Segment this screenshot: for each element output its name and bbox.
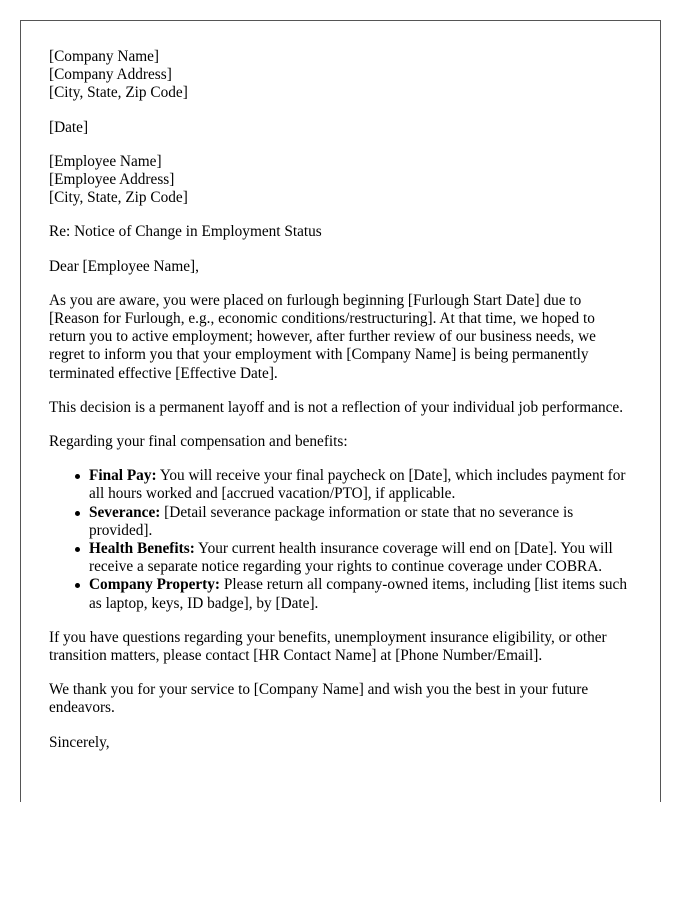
sender-address: [Company Address] [49,66,172,84]
closing: Sincerely, [49,733,110,751]
decision-paragraph: This decision is a permanent layoff and is not a reflection of your individual job performance. [49,398,624,416]
letter-document [20,20,661,802]
compensation-terms-list [49,467,632,613]
term-text: Please return all company-owned items, including [list items such as laptop, keys, ID badge], by [Date]. [89,576,627,612]
sender-name: [Company Name] [49,48,160,65]
sender-city-state-zip: [City, State, Zip Code] [49,84,188,102]
term-text: You will receive your final paycheck on [Date], which includes payment for all hours worked and [accrued vacation/PTO], if applicable. [89,467,626,503]
compensation-intro-paragraph: Regarding your final compensation and benefits: [49,433,348,451]
subject-line: Re: Notice of Change in Employment Status [49,223,322,241]
sender-address-block [49,48,632,103]
list-item-company-property [89,576,632,612]
term-label: Final Pay: [89,467,157,485]
thanks-paragraph: We thank you for your service to [Company Name] and wish you the best in your future endeavors. [49,681,589,717]
recipient-city-state-zip: [City, State, Zip Code] [49,189,188,207]
term-text: Your current health insurance coverage will end on [Date]. You will receive a separate notice regarding your rights to continue coverage under COBRA. [89,540,613,576]
recipient-address: [Employee Address] [49,171,175,189]
recipient-name: [Employee Name] [49,152,162,170]
term-label: Severance: [89,503,161,521]
letter-date: [Date] [49,118,89,136]
list-item-health-benefits [89,540,632,576]
questions-paragraph: If you have questions regarding your benefits, unemployment insurance eligibility, or other transition matters, please contact [HR Contact Name] at [Phone Number/Email]. [49,628,607,665]
list-item-final-pay [89,467,632,503]
date-block [49,119,632,137]
term-label: Health Benefits: [89,540,195,558]
list-item-severance [89,504,632,540]
salutation: Dear [Employee Name], [49,257,199,275]
recipient-address-block [49,153,632,208]
intro-paragraph: As you are aware, you were placed on furlough beginning [Furlough Start Date] due to [Reason for Furlough, e.g., economic conditions/restructuring]. At that time, we hoped to return you to active employment; however, after further review of our business needs, we regret to inform you that your employment with [Company Name] is being permanently terminated effective [Effective Date]. [49,291,596,382]
term-text: [Detail severance package information or state that no severance is provided]. [89,503,574,539]
term-label: Company Property: [89,576,221,594]
